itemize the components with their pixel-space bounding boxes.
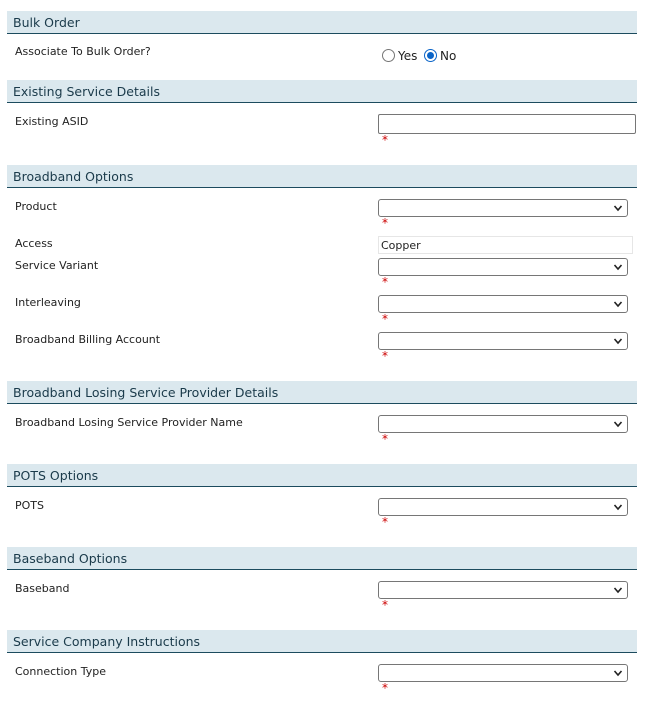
section-header-bulk-order [7,11,637,34]
associate-bulk-order-label: Associate To Bulk Order? [15,45,151,58]
required-marker: * [382,216,388,230]
connection-type-select[interactable] [378,664,628,682]
interleaving-label: Interleaving [15,296,81,309]
section-header-service-company [7,630,637,653]
access-value-field [378,236,633,254]
required-marker: * [382,598,388,612]
section-title: Bulk Order [13,15,80,30]
chevron-down-icon [613,260,623,274]
required-marker: * [382,349,388,363]
access-value: Copper [381,239,421,252]
connection-type-label: Connection Type [15,665,107,678]
section-header-existing-service [7,80,637,103]
section-title: Existing Service Details [13,84,160,99]
access-label: Access [15,237,53,250]
losing-provider-name-label: Broadband Losing Service Provider Name [15,416,243,429]
chevron-down-icon [613,417,623,431]
radio-yes[interactable] [382,49,395,62]
radio-no-label[interactable]: No [440,49,457,63]
service-variant-select[interactable] [378,258,628,276]
required-marker: * [382,515,388,529]
service-variant-label: Service Variant [15,259,99,272]
billing-account-label: Broadband Billing Account [15,333,161,346]
pots-select[interactable] [378,498,628,516]
baseband-select[interactable] [378,581,628,599]
losing-provider-name-select[interactable] [378,415,628,433]
chevron-down-icon [613,666,623,680]
radio-yes-label[interactable]: Yes [398,49,418,63]
existing-asid-label: Existing ASID [15,115,89,128]
section-title: Broadband Losing Service Provider Details [13,385,279,400]
interleaving-select[interactable] [378,295,628,313]
chevron-down-icon [613,500,623,514]
section-header-baseband-options [7,547,637,570]
billing-account-select[interactable] [378,332,628,350]
required-marker: * [382,432,388,446]
baseband-label: Baseband [15,582,70,595]
product-label: Product [15,200,57,213]
pots-label: POTS [15,499,44,512]
required-marker: * [382,133,388,147]
required-marker: * [382,312,388,326]
radio-no[interactable] [424,49,437,62]
chevron-down-icon [613,583,623,597]
section-header-pots-options [7,464,637,487]
product-select[interactable] [378,199,628,217]
chevron-down-icon [613,297,623,311]
chevron-down-icon [613,334,623,348]
existing-asid-input[interactable] [378,114,636,134]
section-title: Service Company Instructions [13,634,201,649]
required-marker: * [382,275,388,289]
section-title: POTS Options [13,468,99,483]
section-header-broadband-options [7,165,637,188]
section-title: Broadband Options [13,169,134,184]
required-marker: * [382,681,388,695]
section-header-losing-provider [7,381,637,404]
chevron-down-icon [613,201,623,215]
section-title: Baseband Options [13,551,128,566]
